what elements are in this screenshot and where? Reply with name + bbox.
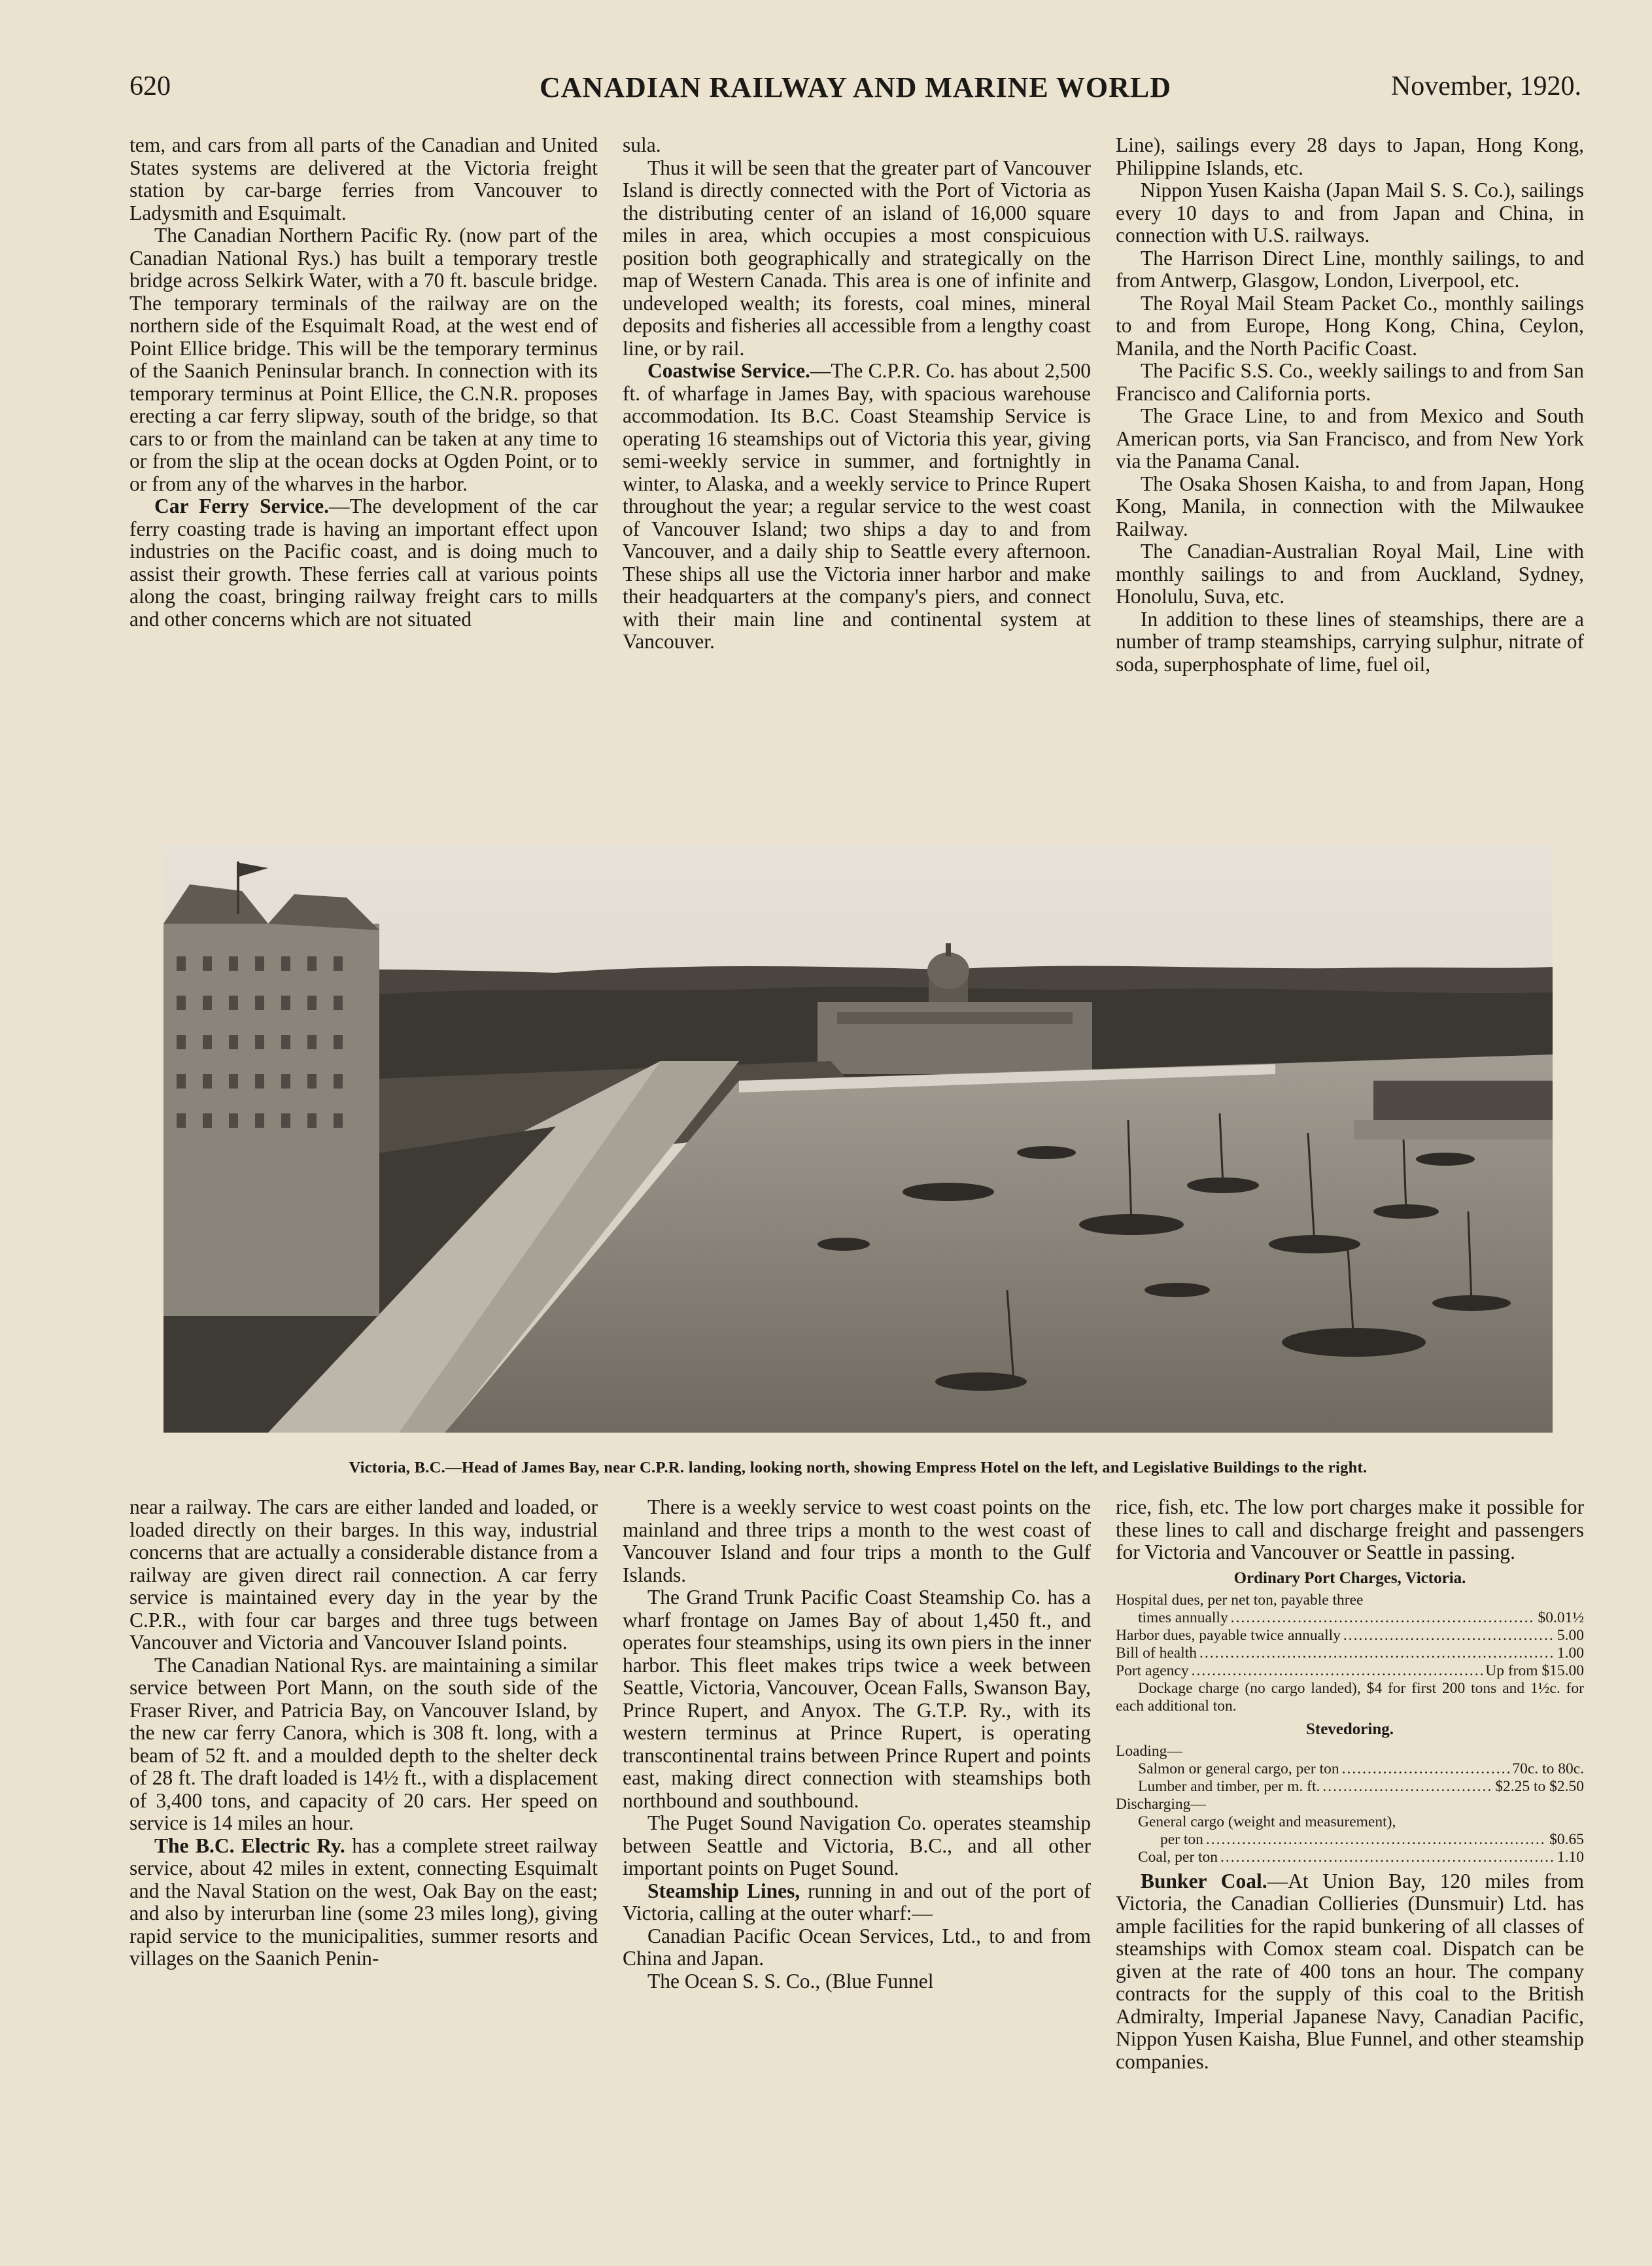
top-column-3 bbox=[1116, 134, 1584, 822]
paragraph: Thus it will be seen that the greater part of Vancouver Island is directly connected with the Port of Victoria as the distributing center of an island of 16,000 square miles in area, which occupies a most conspicuious position both geographically and strategically on the map of Western Canada. This area is one of infinite and undeveloped wealth; its forests, coal mines, mineral deposits and fisheries all accessible from a lengthy coast line, or by rail. bbox=[623, 156, 1091, 360]
paragraph bbox=[129, 1835, 598, 1970]
paragraph: The Canadian National Rys. are maintaining a similar service between Port Mann, on the south side of the Fraser River, and Patricia Bay, on Vancouver Island, by the new car ferry Canora, which is 308 ft. long, with a beam of 52 ft. and a moulded depth to the shelter deck of 28 ft. The draft loaded is 14½ ft., with a displacement of 3,400 tons, and capacity of 20 cars. Her speed on service is 14 miles an hour. bbox=[129, 1653, 598, 1834]
top-column-1 bbox=[129, 134, 598, 822]
paragraph-text: —The development of the car ferry coasting trade is having an important effect upon industries on the Pacific coast, and is doing much to assist their growth. These ferries call at various points along the coast, bringing railway freight cars to mills and other concerns which are not situated bbox=[129, 495, 598, 631]
paragraph: The Grand Trunk Pacific Coast Steamship Co. has a wharf frontage on James Bay of about 1,450 ft., and operates four steamships, using its own piers in the inner harbor. This fleet makes trips twice a week between Seattle, Victoria, Vancouver, Ocean Falls, Swanson Bay, Prince Rupert, and Anyox. The G.T.P. Ry., with its western terminus at Prince Rupert, is operating transcontinental trains between Prince Rupert and points east, making direct connection with steamships both northbound and southbound. bbox=[623, 1586, 1091, 1812]
paragraph bbox=[623, 1880, 1091, 1925]
publication-title: CANADIAN RAILWAY AND MARINE WORLD bbox=[539, 71, 1172, 103]
section-heading: Steamship Lines, bbox=[647, 1879, 800, 1902]
table-row: Coal, per ton ..... 1.10 bbox=[1116, 1849, 1584, 1866]
paragraph: The Canadian Northern Pacific Ry. (now part of the Canadian National Rys.) has built a temporary trestle bridge across Selkirk Water, with a 70 ft. bascule bridge. The temporary terminals of the railway are on the northern side of the Esquimalt Road, at the west end of Point Ellice bridge. This will be the temporary terminus of the Saanich Peninsular branch. In connection with its temporary terminus at Point Ellice, the C.N.R. proposes erecting a car ferry slipway, south of the bridge, so that cars to or from the mainland can be taken at any time to or from the slip at the ocean docks at Ogden Point, or to or from any of the wharves in the harbor. bbox=[129, 224, 598, 495]
section-heading: Car Ferry Service. bbox=[154, 495, 329, 517]
page-header bbox=[129, 71, 1581, 110]
table-row: Hospital dues, per net ton, payable three bbox=[1116, 1591, 1364, 1609]
paragraph bbox=[623, 360, 1091, 654]
table-row: Dockage charge (no cargo landed), $4 for first 200 tons and 1½c. for each additional ton. bbox=[1116, 1679, 1584, 1715]
paragraph: Line), sailings every 28 days to Japan, Hong Kong, Philippine Islands, etc. bbox=[1116, 134, 1584, 179]
paragraph: The Grace Line, to and from Mexico and South American ports, via San Francisco, and from New York via the Panama Canal. bbox=[1116, 404, 1584, 472]
paragraph bbox=[1116, 1870, 1584, 2074]
section-heading: Coastwise Service. bbox=[647, 359, 810, 382]
section-heading: The B.C. Electric Ry. bbox=[154, 1834, 345, 1857]
paragraph-text: running in and out of the port of Victoria, calling at the outer wharf:— bbox=[623, 1879, 1091, 1925]
paragraph: Canadian Pacific Ocean Services, Ltd., to and from China and Japan. bbox=[623, 1924, 1091, 1970]
top-column-2 bbox=[623, 134, 1091, 822]
table-row: Port agency ..... Up from $15.00 bbox=[1116, 1662, 1584, 1680]
harbor-photo bbox=[163, 845, 1553, 1433]
paragraph: The Puget Sound Navigation Co. operates steamship between Seattle and Victoria, B.C., and all other important points on Puget Sound. bbox=[623, 1811, 1091, 1879]
paragraph: The Harrison Direct Line, monthly sailings, to and from Antwerp, Glasgow, London, Liverpool, etc. bbox=[1116, 246, 1584, 292]
paragraph: tem, and cars from all parts of the Canadian and United States systems are delivered at the Victoria freight station by car-barge ferries from Vancouver to Ladysmith and Esquimalt. bbox=[129, 134, 598, 224]
stevedoring-table bbox=[1116, 1743, 1584, 1866]
table-row: times annually ..... $0.01½ bbox=[1116, 1609, 1584, 1627]
paragraph-text: has a complete street railway service, about 42 miles in extent, connecting Esquimalt and the Naval Station on the west, Oak Bay on the east; and also by interurban line (some 23 miles long), giving rapid service to the municipalities, summer resorts and villages on the Saanich Penin- bbox=[129, 1834, 598, 1970]
bottom-column-3 bbox=[1116, 1496, 1584, 2157]
table-row: Discharging— bbox=[1116, 1795, 1206, 1813]
table-row: Loading— bbox=[1116, 1742, 1182, 1760]
paragraph: The Osaka Shosen Kaisha, to and from Japan, Hong Kong, Manila, in connection with the Milwaukee Railway. bbox=[1116, 472, 1584, 540]
stevedoring-title: Stevedoring. bbox=[1305, 1720, 1394, 1738]
paragraph: The Pacific S.S. Co., weekly sailings to and from San Francisco and California ports. bbox=[1116, 359, 1584, 405]
paragraph: sula. bbox=[623, 134, 661, 156]
paragraph bbox=[129, 495, 598, 631]
table-row: Harbor dues, payable twice annually ..... 5.00 bbox=[1116, 1627, 1584, 1645]
paragraph: In addition to these lines of steamships, there are a number of tramp steamships, carrying sulphur, nitrate of soda, superphosphate of lime, fuel oil, bbox=[1116, 607, 1584, 676]
paragraph-text: —The C.P.R. Co. has about 2,500 ft. of wharfage in James Bay, with spacious warehouse accommodation. Its B.C. Coast Steamship Service is operating 16 steamships out of Victoria this year, giving semi-weekly service in summer, and fortnightly in winter, to Alaska, and a weekly service to Prince Rupert throughout the year; a regular service to the west coast of Vancouver Island; two ships a day to and from Vancouver, and a daily ship to Seattle every afternoon. These ships all use the Victoria inner harbor and make their headquarters at the company's piers, and connect with their main line and continental system at Vancouver. bbox=[623, 359, 1091, 653]
paragraph: The Ocean S. S. Co., (Blue Funnel bbox=[647, 1969, 934, 1993]
table-row: Bill of health ..... 1.00 bbox=[1116, 1645, 1584, 1662]
table-row: Salmon or general cargo, per ton ..... 70c. to 80c. bbox=[1116, 1760, 1584, 1778]
photo-caption: Victoria, B.C.—Head of James Bay, near C.P.R. landing, looking north, showing Empress Hotel on the left, and Legislative Buildings to the right. bbox=[349, 1459, 1368, 1476]
paragraph: The Royal Mail Steam Packet Co., monthly sailings to and from Europe, Hong Kong, China, Ceylon, Manila, and the North Pacific Coast. bbox=[1116, 291, 1584, 360]
paragraph-text: —At Union Bay, 120 miles from Victoria, the Canadian Collieries (Dunsmuir) Ltd. has ample facilities for the rapid bunkering of all classes of steamships with Comox steam coal. Dispatch can be given at the rate of 400 tons an hour. The company contracts for the supply of this coal to the British Admiralty, Imperial Japanese Navy, Canadian Pacific, Nippon Yusen Kaisha, Blue Funnel, and other steamship companies. bbox=[1116, 1869, 1584, 2073]
paragraph: Nippon Yusen Kaisha (Japan Mail S. S. Co.), sailings every 10 days to and from Japan and China, in connection with U.S. railways. bbox=[1116, 179, 1584, 247]
issue-date: November, 1920. bbox=[1390, 71, 1581, 101]
port-charges-title: Ordinary Port Charges, Victoria. bbox=[1233, 1569, 1466, 1587]
table-row: Lumber and timber, per m. ft. ..... $2.25 to $2.50 bbox=[1116, 1778, 1584, 1796]
page-number: 620 bbox=[129, 71, 171, 101]
paragraph: near a railway. The cars are either landed and loaded, or loaded directly on their barges. In this way, industrial concerns that are actually a considerable distance from a railway are given direct rail connection. A car ferry service is maintained every day in the year by the C.P.R., with four car barges and three tugs between Vancouver and Victoria and Vancouver Island points. bbox=[129, 1496, 598, 1654]
paragraph: There is a weekly service to west coast points on the mainland and three trips a month to the west coast of Vancouver Island and four trips a month to the Gulf Islands. bbox=[623, 1496, 1091, 1586]
paragraph: rice, fish, etc. The low port charges make it possible for these lines to call and discharge freight and passengers for Victoria and Vancouver or Seattle in passing. bbox=[1116, 1496, 1584, 1563]
port-charges-table bbox=[1116, 1592, 1584, 1715]
table-row: General cargo (weight and measurement), bbox=[1138, 1813, 1396, 1830]
section-heading: Bunker Coal. bbox=[1141, 1869, 1267, 1892]
table-row: per ton ..... $0.65 bbox=[1116, 1831, 1584, 1849]
bottom-column-2 bbox=[623, 1496, 1091, 2157]
paragraph: The Canadian-Australian Royal Mail, Line with monthly sailings to and from Auckland, Sydney, Honolulu, Suva, etc. bbox=[1116, 540, 1584, 608]
bottom-column-1 bbox=[129, 1496, 598, 2157]
